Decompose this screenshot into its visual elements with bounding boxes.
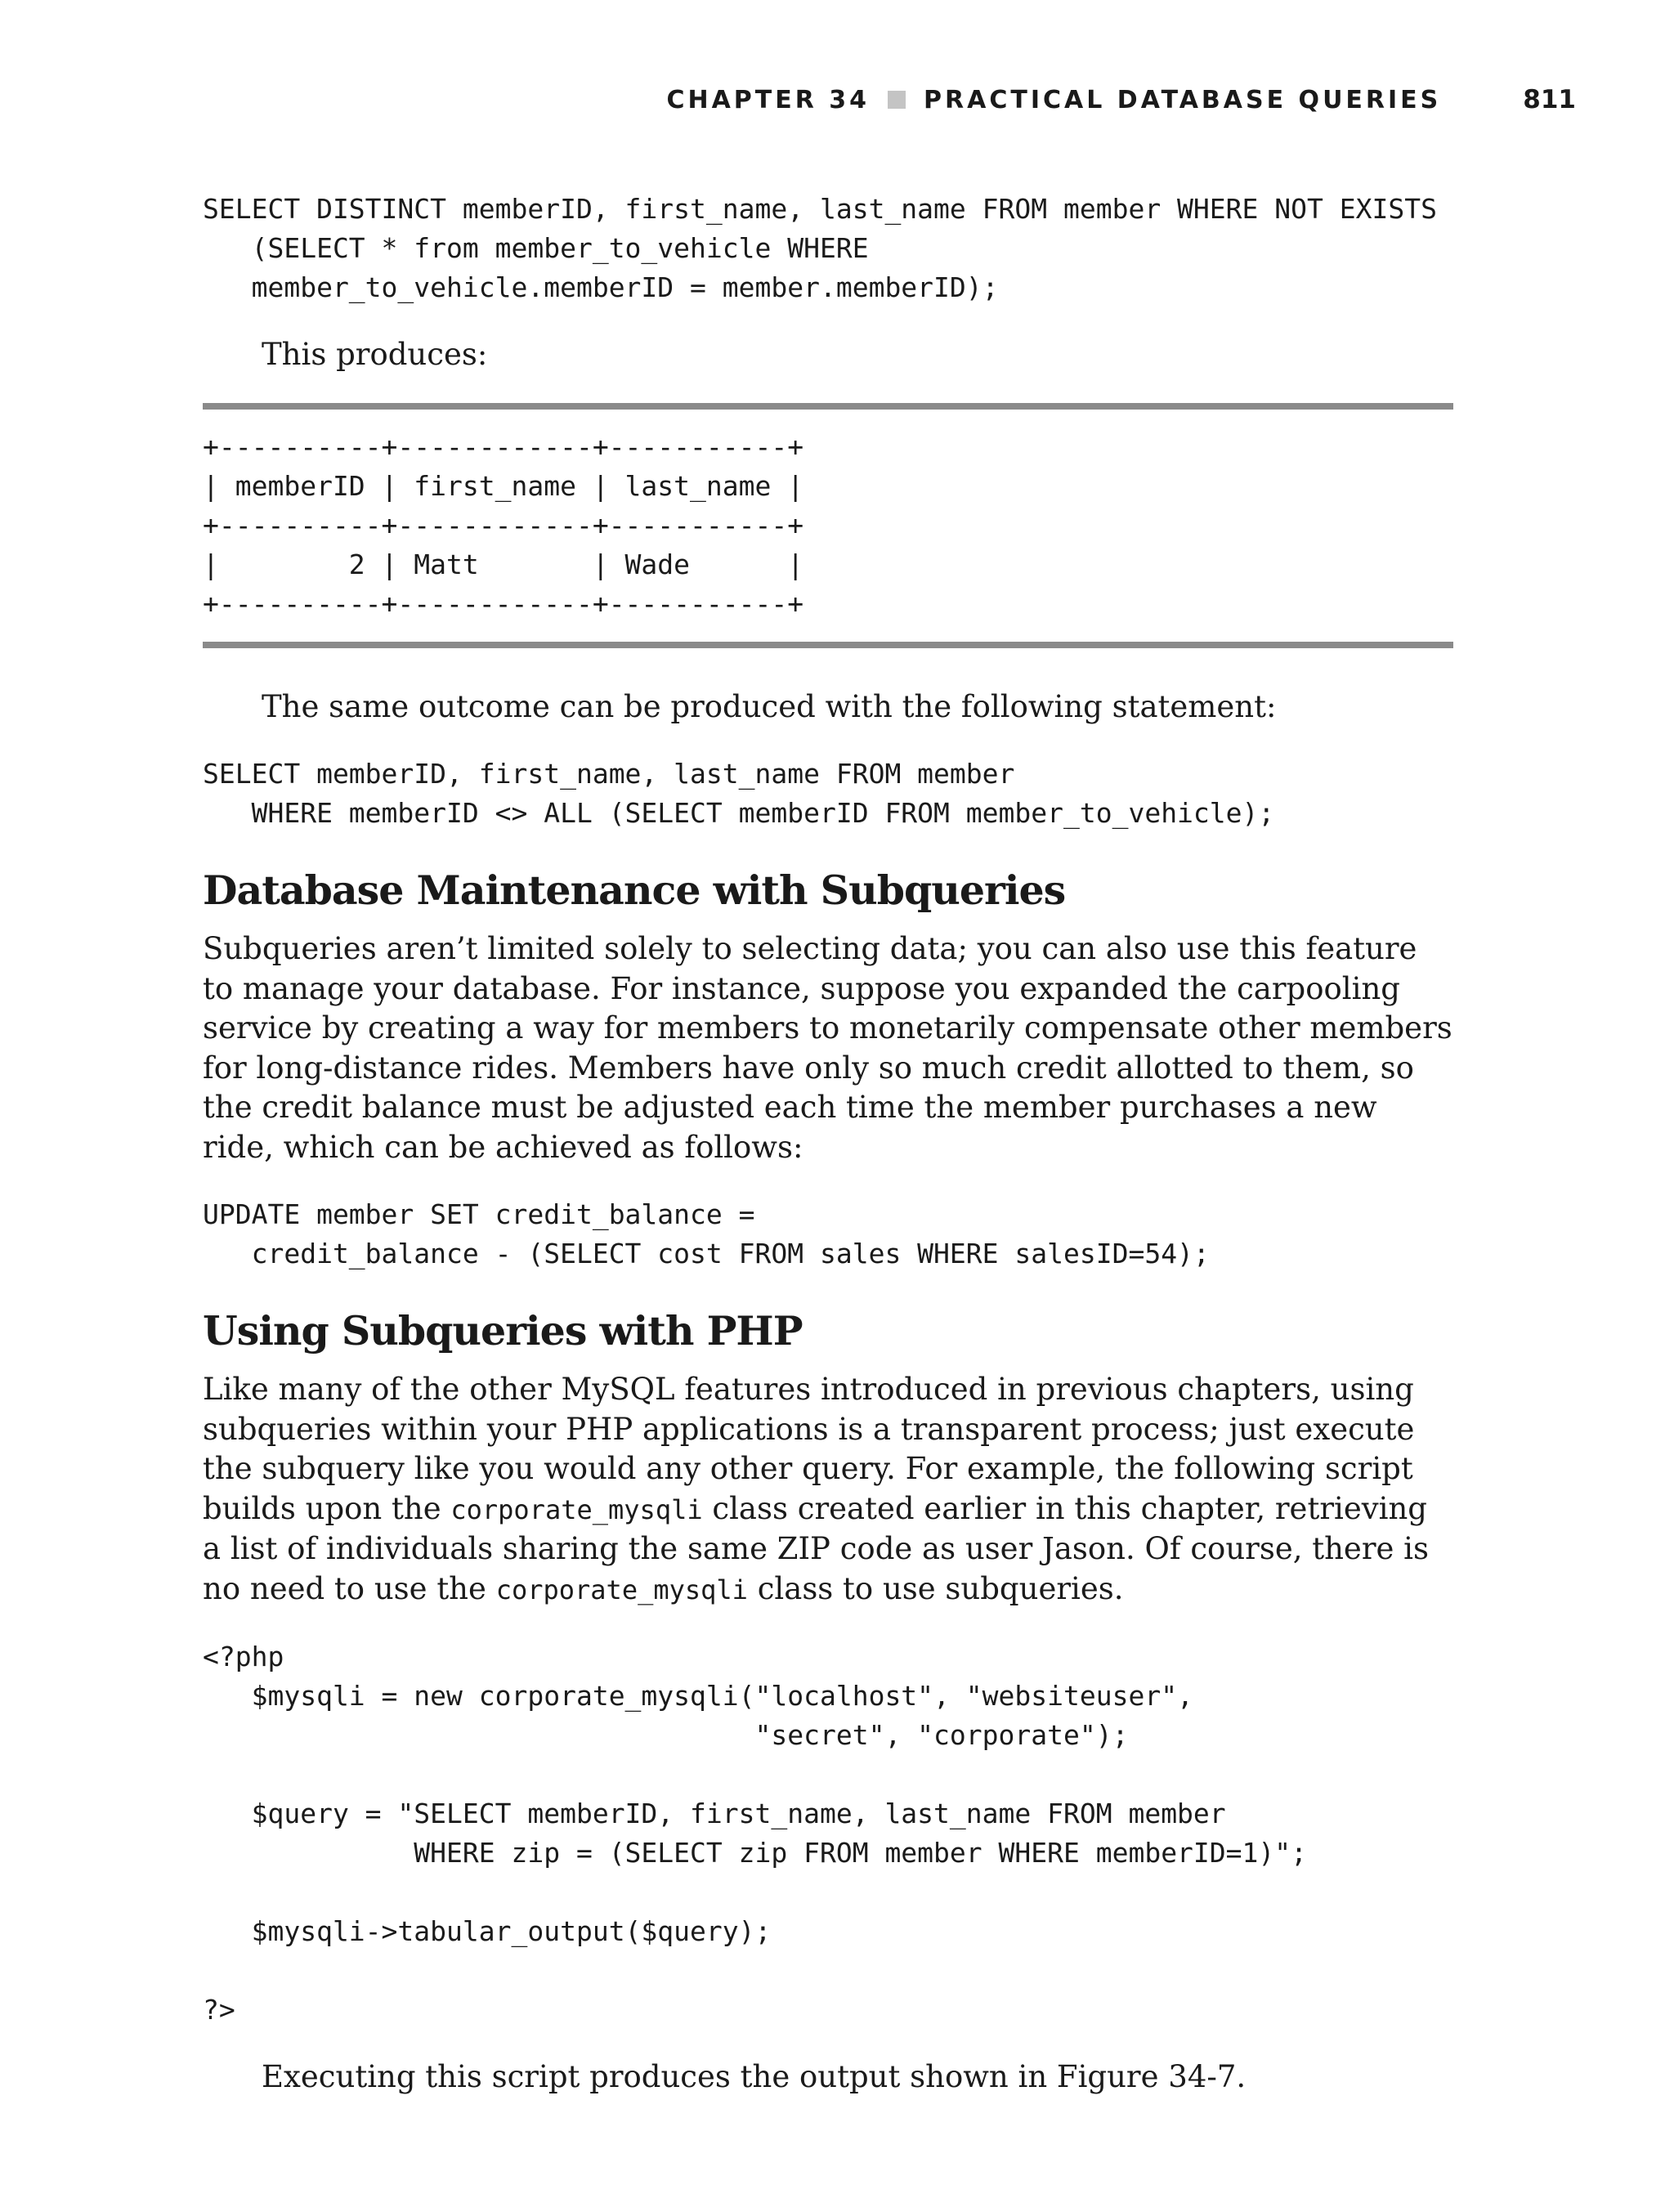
running-header <box>203 82 1576 118</box>
query-result-box <box>203 403 1453 648</box>
chapter-title: PRACTICAL DATABASE QUERIES <box>924 85 1442 114</box>
page-content <box>203 190 1453 2125</box>
inline-code-corporate-mysqli-2: corporate_mysqli <box>495 1574 748 1605</box>
paragraph-php-text-1: Like many of the other MySQL features introduced in previous chapters, using subqueries within your PHP applications is a transparent process; just execute the subquery like you would any other query. For example, the following script builds upon the <box>203 1372 1415 1526</box>
paragraph-this-produces: This produces: <box>262 337 488 372</box>
paragraph-php-text-2: class created earlier in this chapter, retrieving a list of individuals sharing the same ZIP code as user Jason. Of course, there is no need to use the <box>203 1490 1429 1606</box>
paragraph-same-outcome: The same outcome can be produced with the following statement: <box>262 688 1277 724</box>
inline-code-corporate-mysqli: corporate_mysqli <box>450 1493 703 1525</box>
code-listing-all: SELECT memberID, first_name, last_name FROM member WHERE memberID <> ALL (SELECT memberID FROM member_to_vehicle); <box>203 758 1275 829</box>
query-result-table: +----------+------------+-----------+ | memberID | first_name | last_name | +----------+------------+-----------+ | 2 | Matt | Wade | +----------+------------+-----------+ <box>203 430 804 620</box>
section-heading-php: Using Subqueries with PHP <box>203 1307 803 1355</box>
chapter-label: CHAPTER 34 <box>666 85 871 114</box>
paragraph-maintenance: Subqueries aren’t limited solely to selecting data; you can also use this feature to manage your database. For instance, suppose you expanded the carpooling service by creating a way for members to monetarily compensate other members for long-distance rides. Members have only so much credit allotted to them, so the credit balance must be adjusted each time the member purchases a new ride, which can be achieved as follows: <box>203 931 1452 1165</box>
code-listing-update: UPDATE member SET credit_balance = credit_balance - (SELECT cost FROM sales WHERE salesID=54); <box>203 1198 1210 1269</box>
header-separator-square <box>888 91 906 109</box>
paragraph-php <box>203 1370 1453 1610</box>
page-number: 811 <box>1523 85 1576 114</box>
code-listing-not-exists: SELECT DISTINCT memberID, first_name, last_name FROM member WHERE NOT EXISTS (SELECT * from member_to_vehicle WHERE member_to_vehicle.memberID = member.memberID); <box>203 193 1437 303</box>
paragraph-executing: Executing this script produces the output shown in Figure 34-7. <box>262 2059 1247 2094</box>
paragraph-php-text-3: class to use subqueries. <box>747 1570 1124 1606</box>
section-heading-maintenance: Database Maintenance with Subqueries <box>203 866 1066 914</box>
code-listing-php: <?php $mysqli = new corporate_mysqli("localhost", "websiteuser", "secret", "corporate"); $query = "SELECT memberID, first_name, last_name FROM member WHERE zip = (SELECT zip FROM member WHERE memberID=1)"; $mysqli->tabular_output($query); ?> <box>203 1641 1308 2026</box>
